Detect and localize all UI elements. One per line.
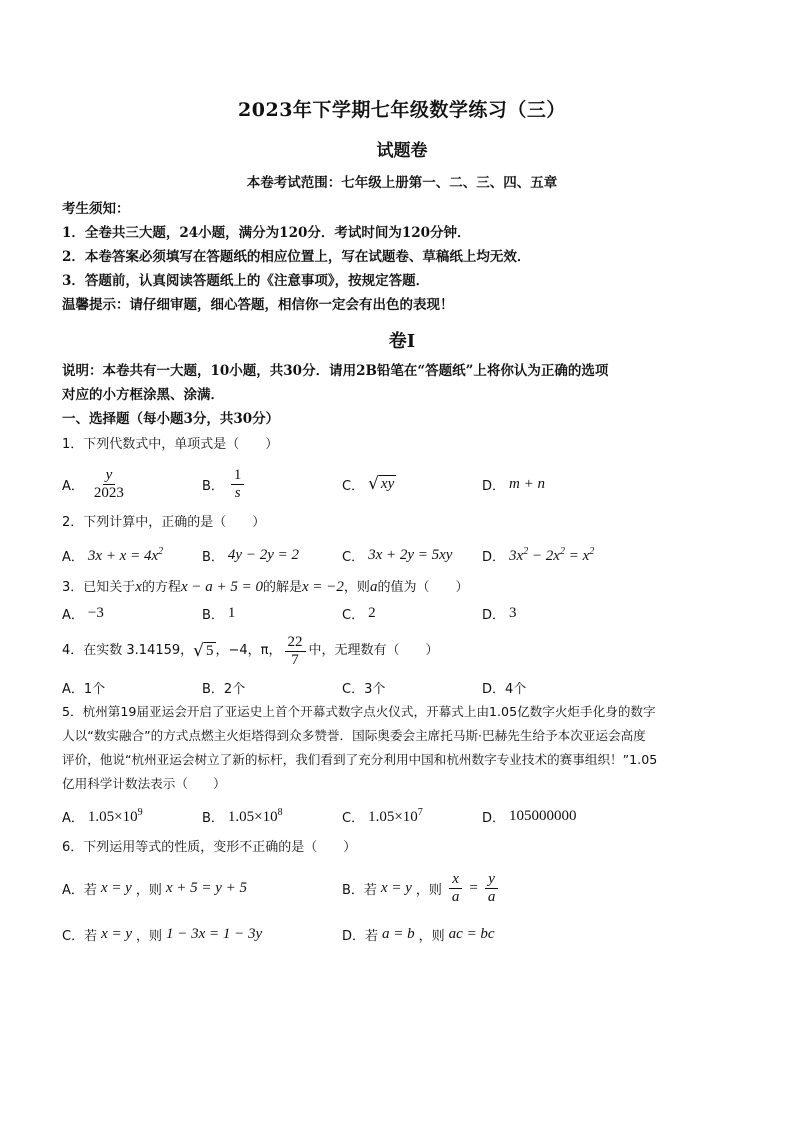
q6-option-b: B．若 x = y ，则 $\frac{x}{a}$ = $\frac{y}{a}$ [342, 871, 622, 906]
q6-option-a: A．若 x = y ，则 x + 5 = y + 5 [62, 879, 248, 898]
notice-block [62, 197, 742, 317]
question-6-options-row-1 [62, 866, 742, 910]
sqrt-icon: √ [193, 641, 205, 661]
notice-tip: 温馨提示：请仔细审题，细心答题，相信你一定会有出色的表现！ [62, 297, 454, 313]
q5-option-d: D． 105000000 [482, 807, 577, 826]
q5-option-a: A． $1.05\times 10^9$ [62, 806, 143, 826]
question-3-stem: 3．已知关于x的方程x − a + 5 = 0的解是x = −2，则a的值为（ ） [62, 579, 469, 595]
q6-option-d: D．若 a = b ，则 ac = bc [342, 925, 495, 944]
notice-item-2: 2．本卷答案必须填写在答题纸的相应位置上，写在试题卷、草稿纸上均无效． [62, 249, 531, 265]
q4-option-c: C．3个 [342, 681, 386, 697]
q2-option-a: A． $3x + x = 4x^2$ [62, 545, 164, 565]
q4-fraction: $\frac{22}{7}$ [285, 634, 306, 669]
question-6-stem: 6．下列运用等式的性质，变形不正确的是（ ） [62, 840, 357, 855]
notice-heading: 考生须知： [62, 201, 130, 217]
q1-b-fraction: $\frac{1}{s}$ [231, 467, 245, 502]
exam-scope: 本卷考试范围：七年级上册第一、二、三、四、五章 [246, 175, 558, 191]
q4-sqrt: √ 5 [193, 641, 214, 661]
q2-option-b: B． 4y − 2y = 2 [202, 546, 299, 565]
exam-page [62, 95, 742, 954]
question-1-stem: 1．下列代数式中，单项式是（ ） [62, 437, 279, 452]
q3-option-b: B． 1 [202, 604, 236, 623]
notice-item-3: 3．答题前，认真阅读答题纸上的《注意事项》，按规定答题． [62, 273, 430, 289]
part-1-label: 卷Ⅰ [388, 331, 416, 352]
q1-option-a: A． $\frac{y}{2023}$ [62, 467, 202, 502]
question-2-stem: 2．下列计算中，正确的是（ ） [62, 515, 266, 530]
q2-option-d: D． $3x^2 - 2x^2 = x^2$ [482, 545, 595, 565]
q1-option-c: C． √ xy [342, 474, 395, 494]
q1-option-d: D． m + n [482, 475, 545, 494]
q6-b-right-fraction: $\frac{y}{a}$ [485, 871, 499, 906]
question-5-options [62, 802, 742, 830]
question-1-options [62, 463, 742, 505]
q4-option-b: B．2个 [202, 681, 246, 697]
q4-option-a: A．1个 [62, 681, 106, 697]
section-heading: 一、选择题（每小题3分，共30分） [62, 411, 280, 427]
exam-title: 2023年下学期七年级数学练习（三） [238, 99, 566, 121]
part-1-desc-line-1: 说明：本卷共有一大题，10小题，共30分．请用2B铅笔在“答题纸”上将你认为正确的选项 [62, 363, 609, 379]
question-3-options [62, 602, 742, 624]
q3-option-d: D． 3 [482, 604, 517, 623]
q5-option-c: C． $1.05\times 10^7$ [342, 806, 423, 826]
q6-b-left-fraction: $\frac{x}{a}$ [449, 871, 463, 906]
exam-subtitle: 试题卷 [376, 141, 428, 161]
q1-a-fraction: $\frac{y}{2023}$ [93, 466, 124, 501]
question-4-stem: 4．在实数 3.14159， √ 5 ，−4，π， $\frac{22}{7}$ 中，无理数有（ ） [62, 633, 439, 668]
q2-option-c: C． 3x + 2y = 5xy [342, 546, 453, 565]
q1-c-sqrt: √ xy [368, 474, 395, 494]
part-1-desc-line-2: 对应的小方框涂黑、涂满． [62, 387, 224, 403]
question-4-options [62, 676, 742, 698]
question-5-stem: 5．杭州第19届亚运会开启了亚运史上首个开幕式数字点火仪式，开幕式上由1.05亿数字火炬手化身的数字 人以“数实融合”的方式点燃主火炬塔得到众多赞誉．国际奥委会主席托马斯·巴赫先生给予本次亚运会高度 评价，他说“杭州亚运会树立了新的标杆，我们看到了充分利用中国和杭州数字专业技术的赛事组织！”1.05 亿用科学计数法表示（ ） [62, 704, 658, 791]
notice-item-1: 1．全卷共三大题，24小题，满分为120分．考试时间为120分钟． [62, 225, 471, 241]
q3-option-c: C． 2 [342, 604, 376, 623]
q4-option-d: D．4个 [482, 681, 527, 697]
question-2-options [62, 541, 742, 569]
sqrt-icon: √ [368, 474, 379, 494]
q1-option-b: B． $\frac{1}{s}$ [202, 467, 342, 502]
q5-option-b: B． $1.05\times 10^8$ [202, 806, 283, 826]
q3-option-a: A． −3 [62, 604, 104, 623]
question-6-options-row-2 [62, 920, 742, 948]
q6-option-c: C．若 x = y ，则 1 − 3x = 1 − 3y [62, 925, 263, 944]
